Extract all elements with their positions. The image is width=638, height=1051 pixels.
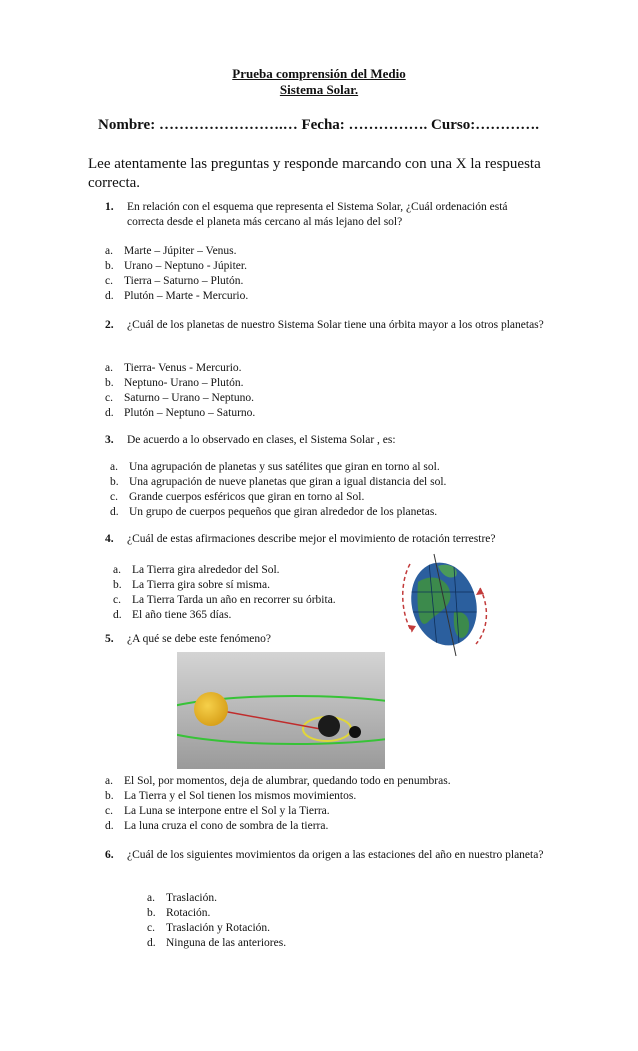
- eclipse-illustration: [177, 652, 385, 769]
- question-number: 2.: [105, 319, 114, 331]
- option-letter: a.: [105, 362, 113, 374]
- question-number: 6.: [105, 849, 114, 861]
- option-text: La Luna se interpone entre el Sol y la Tierra.: [124, 805, 330, 817]
- option-text: Un grupo de cuerpos pequeños que giran alrededor de los planetas.: [129, 506, 438, 518]
- question-number: 1.: [105, 201, 114, 213]
- option-text: La Tierra gira alrededor del Sol.: [132, 564, 280, 576]
- option-letter: a.: [105, 775, 113, 787]
- option-letter: c.: [105, 805, 113, 817]
- question-text: ¿A qué se debe este fenómeno?: [127, 633, 272, 645]
- option-letter: a.: [147, 892, 155, 904]
- option-text: Traslación.: [166, 892, 218, 904]
- option-text: Grande cuerpos esféricos que giran en torno al Sol.: [129, 491, 365, 503]
- option-letter: b.: [105, 377, 114, 389]
- option-letter: b.: [113, 579, 122, 591]
- option-text: La Tierra Tarda un año en recorrer su órbita.: [132, 594, 336, 606]
- title-line-2: Sistema Solar.: [279, 82, 359, 97]
- option-text: Saturno – Urano – Neptuno.: [124, 392, 254, 404]
- option-letter: d.: [113, 609, 122, 621]
- option-letter: b.: [105, 260, 114, 272]
- question-number: 3.: [105, 434, 114, 446]
- option-letter: b.: [147, 907, 156, 919]
- option-letter: a.: [113, 564, 121, 576]
- question-text: En relación con el esquema que representa el Sistema Solar, ¿Cuál ordenación está correcta desde el planeta más cercano al más lejano del sol?: [127, 201, 508, 228]
- option-letter: c.: [147, 922, 155, 934]
- option-text: Tierra- Venus - Mercurio.: [124, 362, 242, 374]
- option-text: La luna cruza el cono de sombra de la tierra.: [124, 820, 329, 832]
- question-text: ¿Cuál de los siguientes movimientos da origen a las estaciones del año en nuestro planeta?: [127, 849, 544, 861]
- question-number: 4.: [105, 533, 114, 545]
- option-text: Marte – Júpiter – Venus.: [124, 245, 237, 257]
- option-text: Urano – Neptuno - Júpiter.: [124, 260, 247, 272]
- option-letter: a.: [110, 461, 118, 473]
- option-letter: c.: [105, 392, 113, 404]
- option-text: Ninguna de las anteriores.: [166, 937, 287, 949]
- option-text: Tierra – Saturno – Plutón.: [124, 275, 244, 287]
- option-letter: c.: [105, 275, 113, 287]
- option-text: Traslación y Rotación.: [166, 922, 271, 934]
- title-line-1: Prueba comprensión del Medio: [232, 66, 406, 81]
- option-text: La Tierra gira sobre sí misma.: [132, 579, 270, 591]
- student-info-line: Nombre: …………………….… Fecha: ……………. Curso:………….: [98, 117, 539, 133]
- option-text: Plutón – Neptuno – Saturno.: [124, 407, 256, 419]
- option-letter: c.: [113, 594, 121, 606]
- question-text: De acuerdo a lo observado en clases, el Sistema Solar , es:: [127, 434, 396, 446]
- option-text: Plutón – Marte - Mercurio.: [124, 290, 249, 302]
- option-letter: d.: [110, 506, 119, 518]
- question-number: 5.: [105, 633, 114, 645]
- option-text: Una agrupación de nueve planetas que giran a igual distancia del sol.: [129, 476, 447, 488]
- option-letter: d.: [105, 820, 114, 832]
- option-text: Neptuno- Urano – Plutón.: [124, 377, 244, 389]
- option-letter: a.: [105, 245, 113, 257]
- option-letter: d.: [105, 407, 114, 419]
- option-letter: d.: [147, 937, 156, 949]
- option-text: Una agrupación de planetas y sus satélites que giran en torno al sol.: [129, 461, 440, 473]
- option-text: La Tierra y el Sol tienen los mismos movimientos.: [124, 790, 357, 802]
- option-letter: b.: [105, 790, 114, 802]
- option-text: Rotación.: [166, 907, 211, 919]
- question-text: ¿Cuál de los planetas de nuestro Sistema Solar tiene una órbita mayor a los otros planetas?: [127, 319, 544, 331]
- question-text: ¿Cuál de estas afirmaciones describe mejor el movimiento de rotación terrestre?: [127, 533, 496, 545]
- option-letter: c.: [110, 491, 118, 503]
- option-letter: d.: [105, 290, 114, 302]
- option-text: El año tiene 365 días.: [132, 609, 232, 621]
- option-letter: b.: [110, 476, 119, 488]
- option-text: El Sol, por momentos, deja de alumbrar, quedando todo en penumbras.: [124, 775, 451, 787]
- instructions: Lee atentamente las preguntas y responde marcando con una X la respuesta correcta.: [88, 156, 541, 191]
